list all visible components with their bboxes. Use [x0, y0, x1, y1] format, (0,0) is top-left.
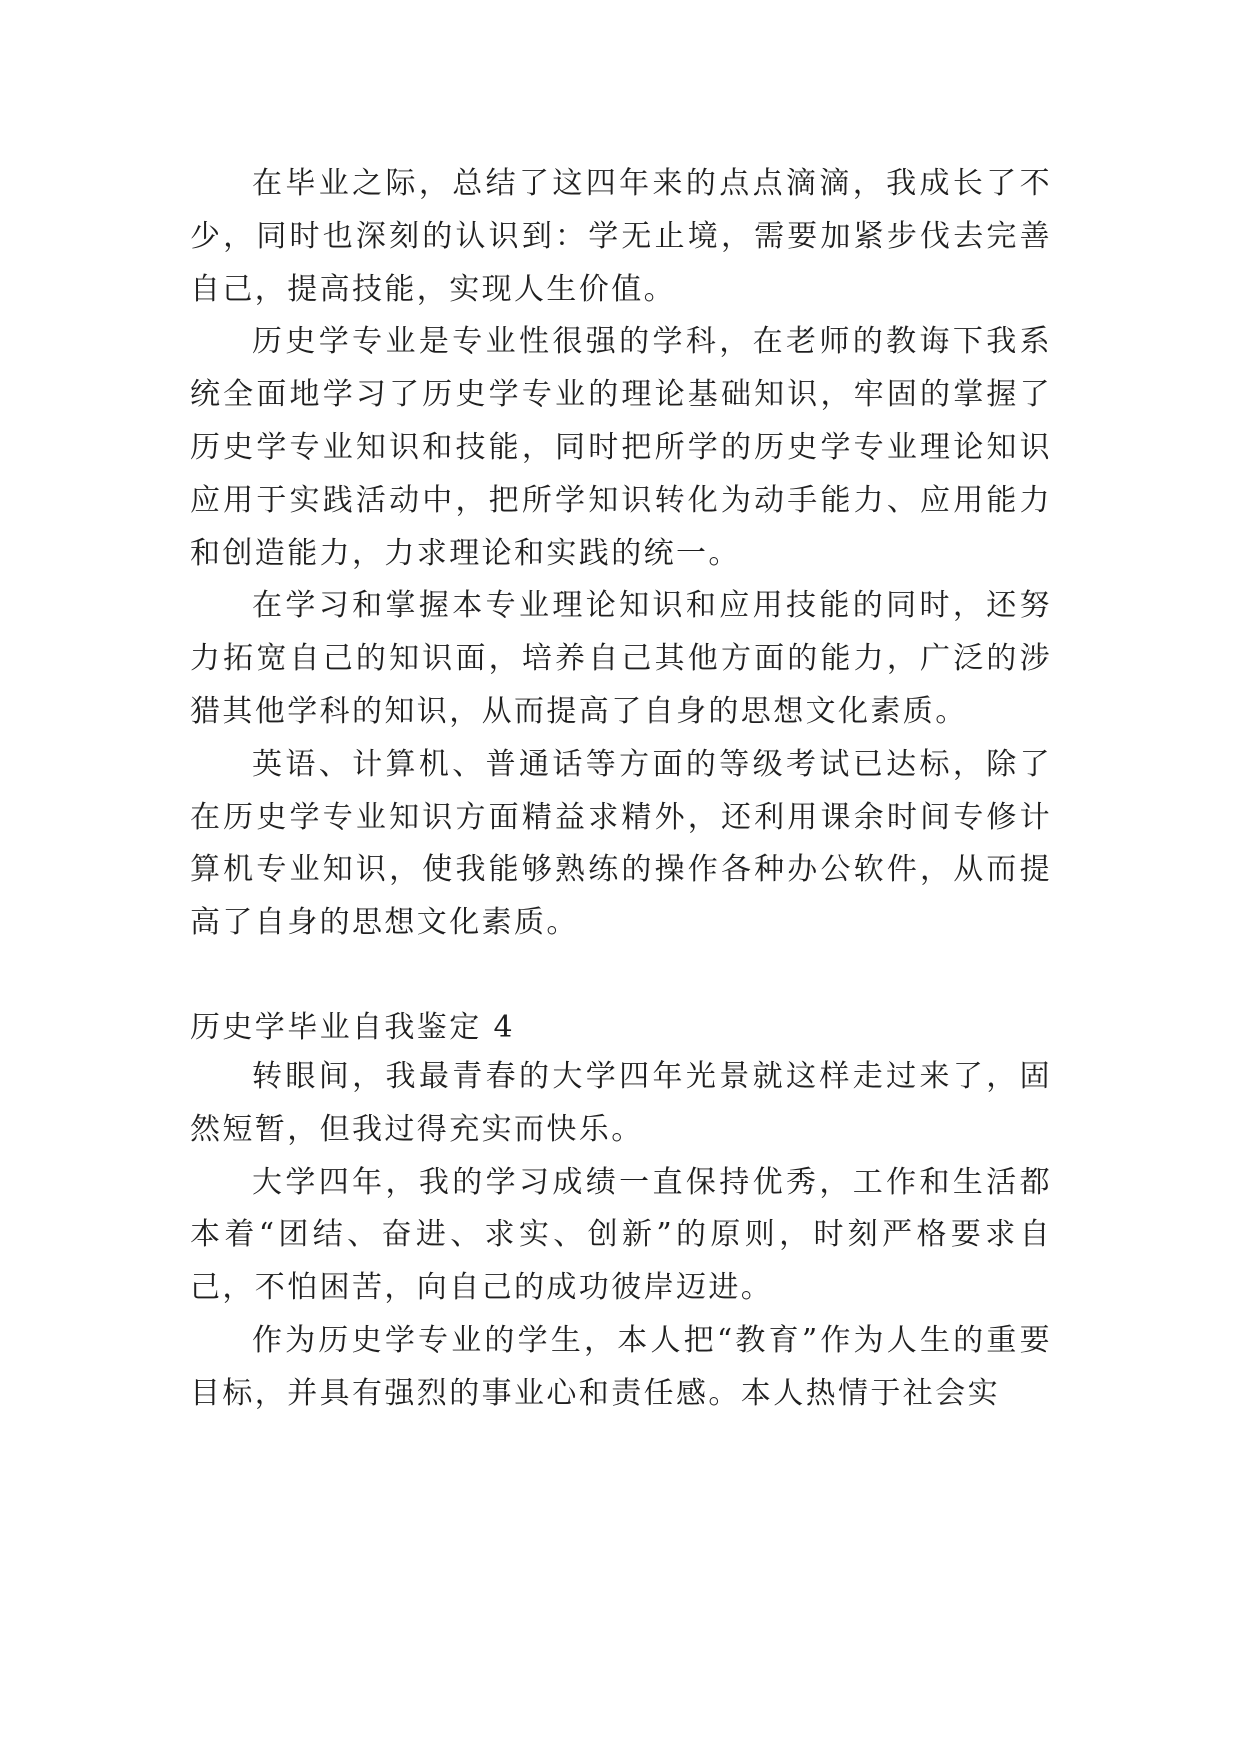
paragraph: 作为历史学专业的学生，本人把“教育”作为人生的重要目标，并具有强烈的事业心和责任感。本人热情于社会实 — [190, 1322, 1052, 1411]
paragraph: 英语、计算机、普通话等方面的等级考试已达标，除了在历史学专业知识方面精益求精外，还利用课余时间专修计算机专业知识，使我能够熟练的操作各种办公软件，从而提高了自身的思想文化素质。 — [190, 746, 1052, 941]
paragraph: 转眼间，我最青春的大学四年光景就这样走过来了，固然短暂，但我过得充实而快乐。 — [190, 1059, 1052, 1147]
section-4-heading-block — [190, 1002, 1052, 1055]
section-4-body — [190, 1051, 1052, 1421]
paragraph: 历史学专业是专业性很强的学科，在老师的教诲下我系统全面地学习了历史学专业的理论基础知识，牢固的掌握了历史学专业知识和技能，同时把所学的历史学专业理论知识应用于实践活动中，把所学知识转化为动手能力、应用能力和创造能力，力求理论和实践的统一。 — [190, 324, 1052, 571]
paragraph: 大学四年，我的学习成绩一直保持优秀，工作和生活都本着“团结、奋进、求实、创新”的原则，时刻严格要求自己，不怕困苦，向自己的成功彼岸迈进。 — [190, 1164, 1052, 1306]
paragraph: 在学习和掌握本专业理论知识和应用技能的同时，还努力拓宽自己的知识面，培养自己其他方面的能力，广泛的涉猎其他学科的知识，从而提高了自身的思想文化素质。 — [190, 588, 1052, 729]
section-heading: 历史学毕业自我鉴定 4 — [190, 1010, 516, 1045]
paragraph: 在毕业之际，总结了这四年来的点点滴滴，我成长了不少，同时也深刻的认识到：学无止境，需要加紧步伐去完善自己，提高技能，实现人生价值。 — [190, 166, 1052, 307]
section-3-body — [190, 158, 1052, 950]
